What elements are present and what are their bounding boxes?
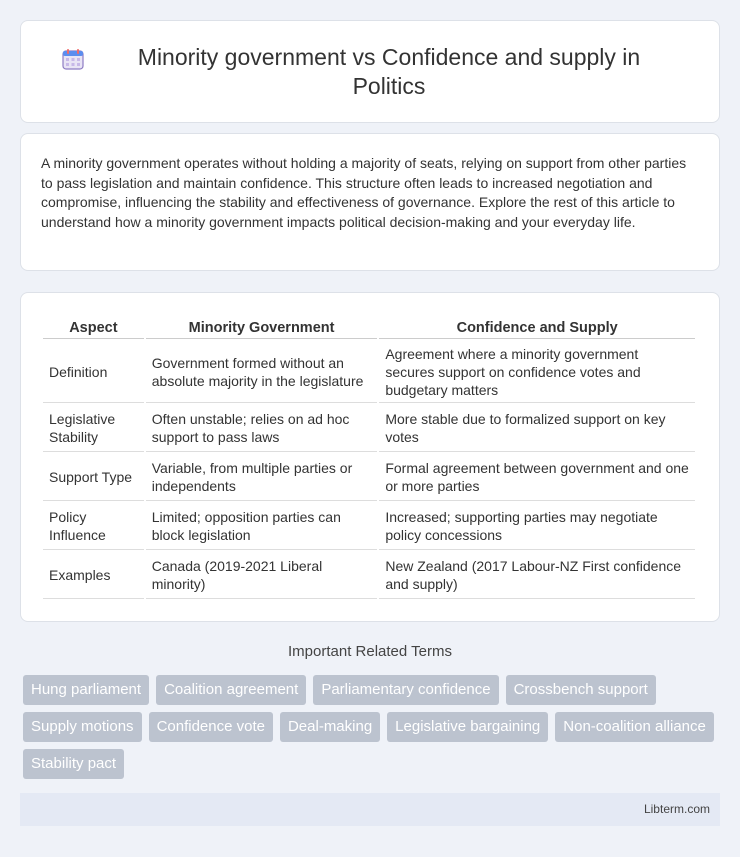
related-term-tag[interactable]: Stability pact <box>23 749 124 779</box>
related-term-tag[interactable]: Non-coalition alliance <box>555 712 714 742</box>
cell-minority: Limited; opposition parties can block legislation <box>146 503 378 550</box>
related-terms-title: Important Related Terms <box>288 643 452 660</box>
cell-confidence: Formal agreement between government and one or more parties <box>379 454 695 501</box>
cell-aspect: Legislative Stability <box>43 405 144 452</box>
comparison-card <box>20 292 720 622</box>
related-term-tag[interactable]: Coalition agreement <box>156 675 306 705</box>
related-term-tag[interactable]: Legislative bargaining <box>387 712 548 742</box>
table-row <box>43 405 695 452</box>
table-row <box>43 341 695 403</box>
cell-minority: Often unstable; relies on ad hoc support to pass laws <box>146 405 378 452</box>
cell-confidence: More stable due to formalized support on key votes <box>379 405 695 452</box>
comparison-table <box>41 315 697 601</box>
cell-aspect: Policy Influence <box>43 503 144 550</box>
table-row <box>43 454 695 501</box>
header-minority-government: Minority Government <box>146 317 378 339</box>
cell-confidence: Increased; supporting parties may negotiate policy concessions <box>379 503 695 550</box>
footer <box>20 793 720 826</box>
related-terms-list <box>23 675 723 779</box>
related-term-tag[interactable]: Supply motions <box>23 712 142 742</box>
related-term-tag[interactable]: Parliamentary confidence <box>313 675 498 705</box>
cell-minority: Government formed without an absolute majority in the legislature <box>146 341 378 403</box>
cell-minority: Canada (2019-2021 Liberal minority) <box>146 552 378 599</box>
intro-text: A minority government operates without holding a majority of seats, relying on support from other parties to pass legislation and maintain confidence. This structure often leads to increased negotiation and compromise, influencing the stability and effectiveness of governance. Explore the rest of this article to understand how a minority government impacts political decision-making and your everyday life. <box>41 155 687 230</box>
related-term-tag[interactable]: Crossbench support <box>506 675 656 705</box>
cell-confidence: Agreement where a minority government secures support on confidence votes and budgetary matters <box>379 341 695 403</box>
title-card <box>20 20 720 123</box>
cell-aspect: Examples <box>43 552 144 599</box>
calendar-icon <box>61 47 85 71</box>
cell-confidence: New Zealand (2017 Labour-NZ First confidence and supply) <box>379 552 695 599</box>
cell-aspect: Support Type <box>43 454 144 501</box>
cell-minority: Variable, from multiple parties or independents <box>146 454 378 501</box>
related-term-tag[interactable]: Hung parliament <box>23 675 149 705</box>
related-term-tag[interactable]: Confidence vote <box>149 712 273 742</box>
table-row <box>43 503 695 550</box>
cell-aspect: Definition <box>43 341 144 403</box>
related-term-tag[interactable]: Deal-making <box>280 712 380 742</box>
header-confidence-and-supply: Confidence and Supply <box>379 317 695 339</box>
footer-site-link[interactable]: Libterm.com <box>643 802 710 816</box>
table-row <box>43 552 695 599</box>
intro-card <box>20 133 720 271</box>
header-aspect: Aspect <box>43 317 144 339</box>
page-title: Minority government vs Confidence and supply in Politics <box>137 43 641 99</box>
